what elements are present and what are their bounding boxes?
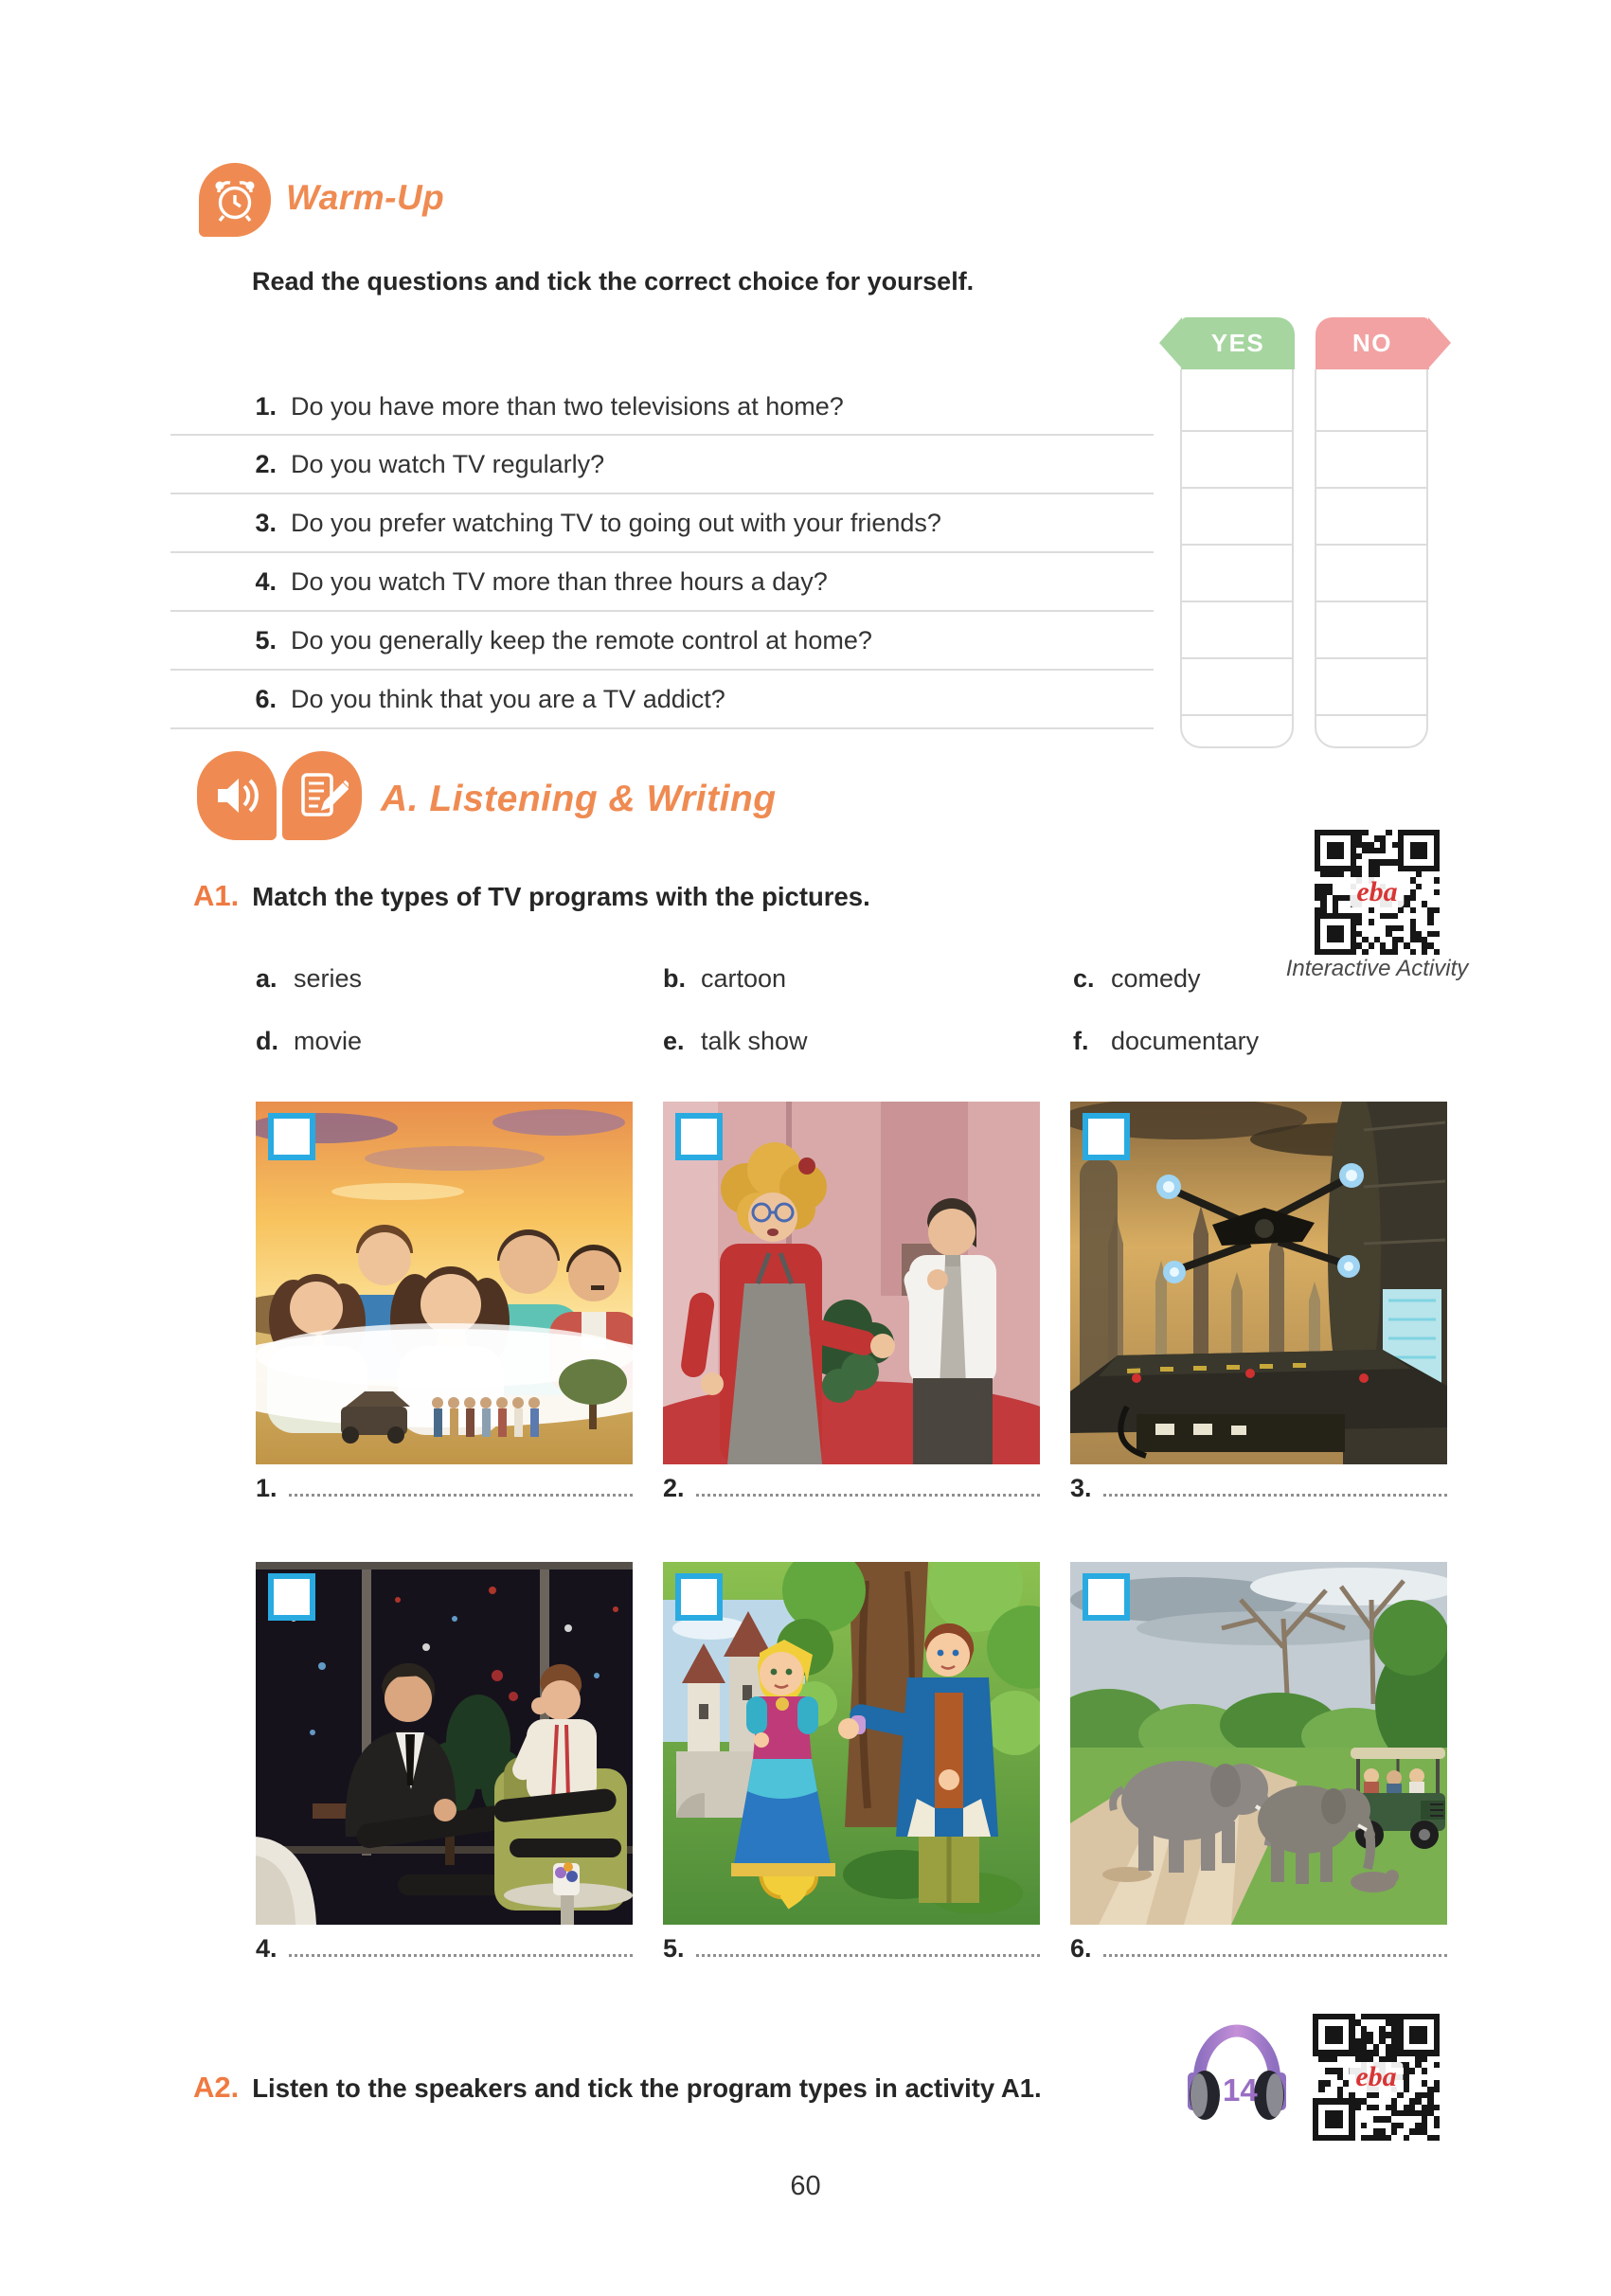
answer-blank[interactable] — [696, 1475, 1040, 1497]
question-row — [170, 494, 1154, 553]
a2-instruction: Listen to the speakers and tick the program types in activity A1. — [252, 2073, 1042, 2103]
yes-tick-cell-2[interactable] — [1182, 432, 1292, 489]
option-letter: d. — [256, 1027, 278, 1055]
a2-label: A2. — [193, 2071, 240, 2104]
picture-number: 6. — [1070, 1934, 1092, 1963]
page-number: 60 — [790, 2171, 821, 2201]
activity-a2-header — [193, 2071, 1042, 2105]
eba-logo: eba — [1350, 877, 1404, 907]
question-text: Do you watch TV regularly? — [291, 449, 605, 478]
question-number: 3. — [255, 508, 277, 537]
answer-blank[interactable] — [1103, 1475, 1447, 1497]
option-letter: b. — [663, 964, 686, 993]
answer-line-3 — [1070, 1474, 1447, 1503]
yes-column — [1180, 369, 1294, 748]
picture-number: 1. — [256, 1474, 277, 1502]
option-b — [663, 964, 786, 994]
yes-tick-cell-4[interactable] — [1182, 546, 1292, 602]
option-text: cartoon — [701, 964, 787, 993]
writing-icon — [282, 751, 362, 840]
answer-line-1 — [256, 1474, 633, 1503]
option-letter: a. — [256, 964, 277, 993]
question-number: 2. — [255, 449, 277, 478]
picture-number: 3. — [1070, 1474, 1092, 1502]
question-number: 4. — [255, 566, 277, 596]
answer-blank[interactable] — [289, 1935, 633, 1957]
option-text: documentary — [1111, 1027, 1260, 1055]
option-letter: e. — [663, 1027, 685, 1055]
question-row — [170, 436, 1154, 494]
option-f — [1073, 1027, 1259, 1056]
qr-caption: Interactive Activity — [1285, 956, 1469, 981]
section-title: A. Listening & Writing — [381, 779, 777, 819]
photo-5-tickbox[interactable] — [675, 1573, 723, 1621]
no-column-header — [1316, 317, 1429, 369]
no-label: NO — [1352, 329, 1392, 357]
picture-number: 2. — [663, 1474, 685, 1502]
picture-number: 4. — [256, 1934, 277, 1963]
option-text: comedy — [1111, 964, 1201, 993]
question-row — [170, 379, 1154, 436]
headphones-icon — [1184, 2018, 1290, 2131]
yes-tick-cell-3[interactable] — [1182, 489, 1292, 546]
photo-3-tickbox[interactable] — [1083, 1113, 1130, 1160]
question-text: Do you prefer watching TV to going out with your friends? — [291, 508, 941, 537]
no-column — [1315, 369, 1428, 748]
yes-column-header — [1181, 317, 1295, 369]
a1-instruction: Match the types of TV programs with the pictures. — [252, 882, 870, 911]
question-number: 1. — [255, 391, 277, 421]
no-tick-cell-2[interactable] — [1316, 432, 1426, 489]
activity-a1-header — [193, 879, 870, 913]
qr-code-audio — [1313, 2014, 1440, 2141]
answer-line-6 — [1070, 1934, 1447, 1964]
speaker-icon — [197, 751, 277, 840]
question-text: Do you think that you are a TV addict? — [291, 684, 725, 713]
option-text: series — [294, 964, 363, 993]
option-text: movie — [294, 1027, 363, 1055]
warmup-question-list — [170, 379, 1154, 729]
yes-tick-cell-6[interactable] — [1182, 659, 1292, 716]
photo-2-tickbox[interactable] — [675, 1113, 723, 1160]
picture-number: 5. — [663, 1934, 685, 1963]
audio-track-number: 14 — [1223, 2072, 1258, 2108]
no-tick-cell-5[interactable] — [1316, 602, 1426, 659]
yes-tick-cell-1[interactable] — [1182, 369, 1292, 432]
a1-label: A1. — [193, 879, 240, 912]
option-letter: c. — [1073, 964, 1095, 993]
warmup-title: Warm-Up — [286, 178, 445, 217]
answer-blank[interactable] — [289, 1475, 633, 1497]
option-text: talk show — [701, 1027, 808, 1055]
answer-blank[interactable] — [696, 1935, 1040, 1957]
question-number: 5. — [255, 625, 277, 655]
photo-6-tickbox[interactable] — [1083, 1573, 1130, 1621]
photo-4-tickbox[interactable] — [268, 1573, 315, 1621]
no-tick-cell-6[interactable] — [1316, 659, 1426, 716]
question-row — [170, 612, 1154, 671]
eba-logo: eba — [1349, 2062, 1403, 2092]
yes-tick-cell-5[interactable] — [1182, 602, 1292, 659]
option-e — [663, 1027, 808, 1056]
question-row — [170, 553, 1154, 612]
no-tick-cell-1[interactable] — [1316, 369, 1426, 432]
option-letter: f. — [1073, 1027, 1089, 1055]
option-c — [1073, 964, 1201, 994]
question-text: Do you have more than two televisions at home? — [291, 391, 844, 421]
question-row — [170, 671, 1154, 729]
answer-line-5 — [663, 1934, 1040, 1964]
alarm-clock-icon — [199, 163, 271, 237]
no-tick-cell-4[interactable] — [1316, 546, 1426, 602]
answer-line-2 — [663, 1474, 1040, 1503]
photo-1-tickbox[interactable] — [268, 1113, 315, 1160]
question-number: 6. — [255, 684, 277, 713]
answer-blank[interactable] — [1103, 1935, 1447, 1957]
answer-line-4 — [256, 1934, 633, 1964]
yes-label: YES — [1210, 329, 1265, 357]
warmup-instruction: Read the questions and tick the correct choice for yourself. — [252, 267, 975, 296]
question-text: Do you generally keep the remote control at home? — [291, 625, 872, 655]
qr-code-interactive-activity — [1315, 830, 1440, 955]
option-a — [256, 964, 362, 994]
question-text: Do you watch TV more than three hours a day? — [291, 566, 828, 596]
option-d — [256, 1027, 362, 1056]
no-tick-cell-3[interactable] — [1316, 489, 1426, 546]
